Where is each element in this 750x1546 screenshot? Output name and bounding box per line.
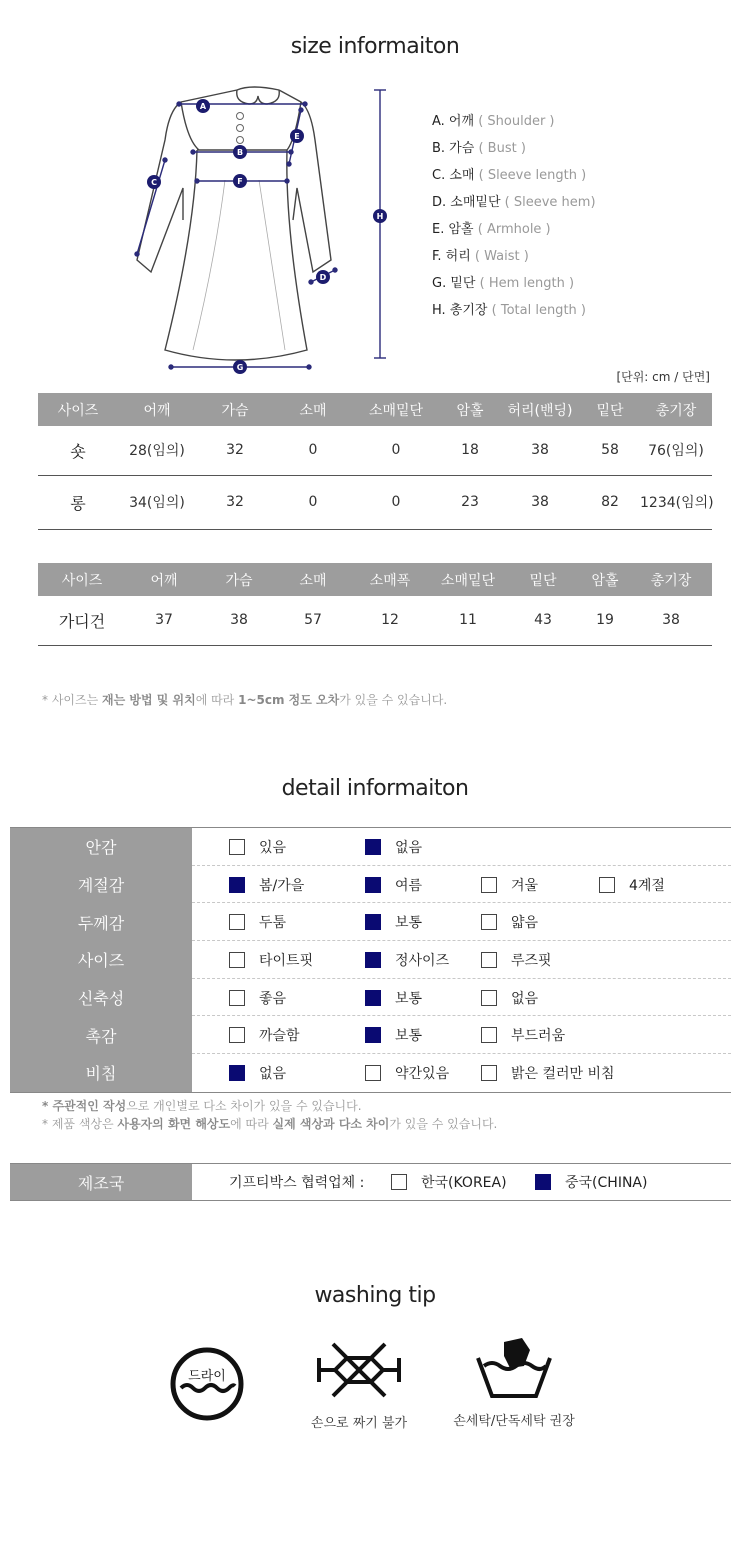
table-cell: 43 bbox=[506, 596, 580, 645]
column-header: 가슴 bbox=[196, 393, 274, 426]
option-label: 없음 bbox=[511, 990, 539, 1007]
option-label: 부드러움 bbox=[511, 1028, 566, 1045]
legend-en: ( Total length ) bbox=[491, 303, 586, 318]
checkbox-checked[interactable] bbox=[365, 839, 381, 855]
detail-option[interactable] bbox=[229, 1063, 286, 1083]
table-header-row bbox=[38, 393, 712, 426]
detail-row bbox=[10, 979, 731, 1017]
column-header: 소매밑단 bbox=[430, 563, 506, 596]
detail-option[interactable] bbox=[365, 912, 422, 932]
checkbox[interactable] bbox=[481, 1027, 497, 1043]
column-header: 암홀 bbox=[580, 563, 630, 596]
legend-code: E. 암홀 bbox=[432, 222, 474, 237]
legend-en: ( Sleeve length ) bbox=[478, 168, 587, 183]
detail-row bbox=[10, 828, 731, 866]
option-label: 정사이즈 bbox=[395, 952, 450, 969]
option-label: 겨울 bbox=[511, 877, 539, 894]
detail-note bbox=[42, 1115, 497, 1133]
detail-row bbox=[10, 1054, 731, 1092]
column-header: 밑단 bbox=[580, 393, 640, 426]
table-cell: 숏 bbox=[38, 426, 118, 475]
legend-item bbox=[432, 110, 596, 137]
legend-code: C. 소매 bbox=[432, 168, 475, 183]
checkbox[interactable] bbox=[365, 1065, 381, 1081]
option-label: 루즈핏 bbox=[511, 952, 552, 969]
size-note bbox=[42, 691, 447, 708]
note-bold: 사용자의 화면 해상도 bbox=[117, 1117, 231, 1131]
table-cell: 34(임의) bbox=[118, 475, 196, 529]
detail-option[interactable] bbox=[481, 988, 538, 1008]
note-text: 으로 개인별로 다소 차이가 있을 수 있습니다. bbox=[126, 1099, 362, 1113]
checkbox-checked[interactable] bbox=[365, 1027, 381, 1043]
checkbox[interactable] bbox=[229, 990, 245, 1006]
table-cell: 0 bbox=[274, 475, 352, 529]
detail-row bbox=[10, 941, 731, 979]
dress-diagram bbox=[125, 80, 405, 380]
table-cell: 32 bbox=[196, 475, 274, 529]
measure-lines bbox=[135, 90, 386, 369]
table-cell: 38 bbox=[202, 596, 276, 645]
option-label: 보통 bbox=[395, 990, 423, 1007]
detail-row bbox=[10, 903, 731, 941]
option-label: 타이트핏 bbox=[259, 952, 314, 969]
checkbox-checked[interactable] bbox=[535, 1174, 551, 1190]
option-label: 없음 bbox=[259, 1065, 287, 1082]
checkbox-checked[interactable] bbox=[365, 990, 381, 1006]
no-wring-item bbox=[294, 1340, 424, 1431]
svg-text:D: D bbox=[319, 273, 327, 282]
option-label: 한국(KOREA) bbox=[421, 1175, 507, 1191]
checkbox[interactable] bbox=[481, 914, 497, 930]
svg-text:B: B bbox=[236, 148, 244, 157]
detail-option[interactable] bbox=[481, 950, 552, 970]
detail-label: 촉감 bbox=[10, 1016, 192, 1054]
legend-item bbox=[432, 218, 596, 245]
detail-notes bbox=[42, 1097, 497, 1133]
detail-option[interactable] bbox=[481, 875, 538, 895]
checkbox[interactable] bbox=[229, 839, 245, 855]
option-label: 두툼 bbox=[259, 915, 287, 932]
legend-item bbox=[432, 245, 596, 272]
hand-wash-icon bbox=[474, 1336, 554, 1400]
detail-option[interactable] bbox=[481, 912, 538, 932]
table-cell: 32 bbox=[196, 426, 274, 475]
note-text: 가 있을 수 있습니다. bbox=[339, 693, 448, 707]
column-header: 사이즈 bbox=[38, 563, 126, 596]
detail-option[interactable] bbox=[365, 1025, 422, 1045]
detail-option[interactable] bbox=[481, 1025, 565, 1045]
option-label: 얇음 bbox=[511, 915, 539, 932]
column-header: 소매 bbox=[276, 563, 350, 596]
detail-option[interactable] bbox=[365, 1063, 449, 1083]
legend-en: ( Sleeve hem) bbox=[504, 195, 596, 210]
no-wring-icon bbox=[311, 1340, 407, 1400]
table-cell: 76(임의) bbox=[640, 426, 712, 475]
note-bold: 실제 색상과 다소 차이 bbox=[272, 1117, 390, 1131]
table-cell: 12 bbox=[350, 596, 430, 645]
table-cell: 11 bbox=[430, 596, 506, 645]
size-section-title: size informaiton bbox=[290, 34, 460, 59]
table-cell: 1234(임의) bbox=[640, 475, 712, 529]
legend-code: H. 총기장 bbox=[432, 303, 488, 318]
table-cell: 0 bbox=[352, 475, 440, 529]
checkbox[interactable] bbox=[481, 990, 497, 1006]
legend-en: ( Hem length ) bbox=[479, 276, 575, 291]
origin-label: 제조국 bbox=[10, 1164, 192, 1200]
svg-text:E: E bbox=[294, 132, 300, 141]
legend-en: ( Bust ) bbox=[478, 141, 526, 156]
note-bold: * 주관적인 작성 bbox=[42, 1099, 127, 1113]
table-cell: 0 bbox=[274, 426, 352, 475]
table-row bbox=[38, 596, 712, 645]
column-header: 소매밑단 bbox=[352, 393, 440, 426]
detail-row bbox=[10, 866, 731, 904]
detail-option[interactable] bbox=[229, 950, 313, 970]
table-cell: 57 bbox=[276, 596, 350, 645]
table-cell: 28(임의) bbox=[118, 426, 196, 475]
origin-row bbox=[10, 1163, 731, 1201]
checkbox-checked[interactable] bbox=[229, 1065, 245, 1081]
detail-label: 사이즈 bbox=[10, 941, 192, 979]
detail-note bbox=[42, 1097, 497, 1115]
note-text: * 사이즈는 bbox=[42, 693, 102, 707]
legend-code: B. 가슴 bbox=[432, 141, 475, 156]
table-row bbox=[38, 475, 712, 529]
checkbox[interactable] bbox=[229, 1027, 245, 1043]
checkbox-checked[interactable] bbox=[365, 877, 381, 893]
option-label: 있음 bbox=[259, 839, 287, 856]
size-table-dress bbox=[38, 393, 712, 530]
legend-en: ( Shoulder ) bbox=[478, 114, 555, 129]
note-bold: 재는 방법 및 위치 bbox=[102, 693, 196, 707]
detail-option[interactable] bbox=[365, 875, 422, 895]
svg-text:A: A bbox=[199, 102, 207, 111]
column-header: 총기장 bbox=[630, 563, 712, 596]
detail-label: 신축성 bbox=[10, 979, 192, 1017]
origin-option[interactable] bbox=[391, 1172, 507, 1192]
checkbox[interactable] bbox=[229, 952, 245, 968]
option-label: 보통 bbox=[395, 915, 423, 932]
hand-wash-item bbox=[444, 1336, 584, 1429]
option-label: 좋음 bbox=[259, 990, 287, 1007]
partner-label: 기프티박스 협력업체 : bbox=[229, 1175, 365, 1191]
hand-wash-caption: 손세탁/단독세탁 권장 bbox=[453, 1414, 575, 1429]
table-cell: 가디건 bbox=[38, 596, 126, 645]
svg-text:F: F bbox=[237, 177, 243, 186]
checkbox[interactable] bbox=[481, 952, 497, 968]
detail-label: 계절감 bbox=[10, 866, 192, 904]
detail-option[interactable] bbox=[229, 1025, 300, 1045]
detail-option[interactable] bbox=[229, 837, 286, 857]
table-cell: 롱 bbox=[38, 475, 118, 529]
table-header-row bbox=[38, 563, 712, 596]
dry-clean-icon bbox=[167, 1344, 247, 1424]
table-cell: 19 bbox=[580, 596, 630, 645]
column-header: 암홀 bbox=[440, 393, 500, 426]
detail-option[interactable] bbox=[481, 1063, 615, 1083]
washing-section-title: washing tip bbox=[314, 1283, 436, 1308]
option-label: 없음 bbox=[395, 839, 423, 856]
option-label: 봄/가을 bbox=[259, 877, 305, 894]
legend-code: D. 소매밑단 bbox=[432, 195, 501, 210]
legend-item bbox=[432, 137, 596, 164]
detail-option[interactable] bbox=[229, 912, 286, 932]
detail-option[interactable] bbox=[365, 988, 422, 1008]
legend-code: A. 어깨 bbox=[432, 114, 475, 129]
dry-clean-text: 드라이 bbox=[188, 1369, 226, 1384]
note-text: * 제품 색상은 bbox=[42, 1117, 118, 1131]
svg-text:H: H bbox=[376, 212, 384, 221]
legend-en: ( Waist ) bbox=[474, 249, 529, 264]
option-label: 보통 bbox=[395, 1028, 423, 1045]
column-header: 허리(밴딩) bbox=[500, 393, 580, 426]
detail-section-title: detail informaiton bbox=[281, 776, 469, 801]
table-cell: 38 bbox=[630, 596, 712, 645]
checkbox[interactable] bbox=[481, 1065, 497, 1081]
table-row bbox=[38, 426, 712, 475]
table-cell: 23 bbox=[440, 475, 500, 529]
column-header: 어깨 bbox=[118, 393, 196, 426]
size-table-cardigan bbox=[38, 563, 712, 646]
note-text: 에 따라 bbox=[195, 693, 239, 707]
table-cell: 18 bbox=[440, 426, 500, 475]
checkbox-checked[interactable] bbox=[365, 952, 381, 968]
detail-label: 두께감 bbox=[10, 903, 192, 941]
legend-code: G. 밑단 bbox=[432, 276, 476, 291]
checkbox[interactable] bbox=[481, 877, 497, 893]
legend-en: ( Armhole ) bbox=[477, 222, 551, 237]
detail-label: 안감 bbox=[10, 828, 192, 866]
detail-row bbox=[10, 1016, 731, 1054]
checkbox-checked[interactable] bbox=[365, 914, 381, 930]
measure-legend bbox=[432, 110, 596, 326]
table-cell: 58 bbox=[580, 426, 640, 475]
measure-markers bbox=[147, 99, 387, 374]
table-cell: 37 bbox=[126, 596, 202, 645]
option-label: 약간있음 bbox=[395, 1065, 450, 1082]
legend-code: F. 허리 bbox=[432, 249, 471, 264]
svg-text:G: G bbox=[236, 363, 244, 372]
option-label: 중국(CHINA) bbox=[565, 1175, 648, 1191]
note-bold: 1~5cm 정도 오차 bbox=[238, 693, 340, 707]
detail-option[interactable] bbox=[365, 950, 449, 970]
checkbox[interactable] bbox=[391, 1174, 407, 1190]
unit-note: [단위: cm / 단면] bbox=[616, 370, 710, 384]
column-header: 총기장 bbox=[640, 393, 712, 426]
column-header: 가슴 bbox=[202, 563, 276, 596]
column-header: 소매 bbox=[274, 393, 352, 426]
table-cell: 0 bbox=[352, 426, 440, 475]
checkbox[interactable] bbox=[599, 877, 615, 893]
note-text: 에 따라 bbox=[230, 1117, 273, 1131]
legend-item bbox=[432, 299, 596, 326]
column-header: 사이즈 bbox=[38, 393, 118, 426]
legend-item bbox=[432, 272, 596, 299]
checkbox-checked[interactable] bbox=[229, 877, 245, 893]
detail-label: 비침 bbox=[10, 1054, 192, 1092]
option-label: 밝은 컬러만 비침 bbox=[511, 1065, 615, 1082]
detail-option[interactable] bbox=[599, 875, 665, 895]
option-label: 까슬함 bbox=[259, 1028, 300, 1045]
svg-text:C: C bbox=[151, 178, 157, 187]
detail-grid bbox=[10, 827, 731, 1093]
column-header: 어깨 bbox=[126, 563, 202, 596]
dress-outline bbox=[137, 87, 331, 360]
table-cell: 82 bbox=[580, 475, 640, 529]
legend-item bbox=[432, 164, 596, 191]
legend-item bbox=[432, 191, 596, 218]
detail-option[interactable] bbox=[229, 988, 286, 1008]
table-cell: 38 bbox=[500, 475, 580, 529]
column-header: 소매폭 bbox=[350, 563, 430, 596]
note-text: 가 있을 수 있습니다. bbox=[389, 1117, 498, 1131]
dry-clean-item bbox=[166, 1344, 248, 1428]
no-wring-caption: 손으로 짜기 불가 bbox=[310, 1416, 408, 1431]
option-label: 여름 bbox=[395, 877, 423, 894]
detail-option[interactable] bbox=[365, 837, 422, 857]
option-label: 4계절 bbox=[629, 877, 665, 894]
checkbox[interactable] bbox=[229, 914, 245, 930]
column-header: 밑단 bbox=[506, 563, 580, 596]
detail-option[interactable] bbox=[229, 875, 304, 895]
origin-option[interactable] bbox=[535, 1172, 647, 1192]
table-cell: 38 bbox=[500, 426, 580, 475]
